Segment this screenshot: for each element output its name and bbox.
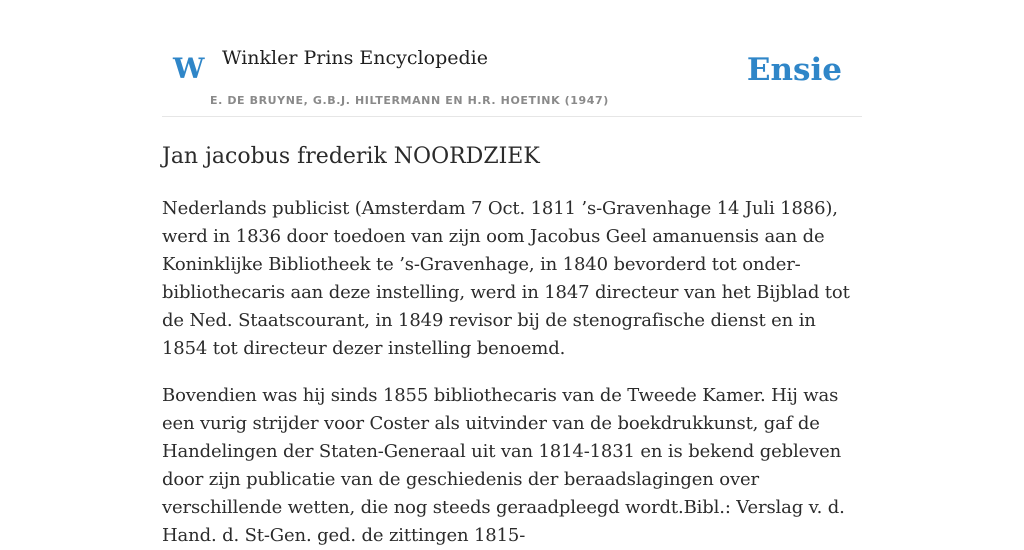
book-title[interactable]: Winkler Prins Encyclopedie	[222, 47, 488, 69]
article-paragraph-1: Nederlands publicist (Amsterdam 7 Oct. 1811 ’s-Gravenhage 14 Juli 1886), werd in 1836 door toedoen van zijn oom Jacobus Geel amanuensis aan de Koninklijke Bibliotheek te ’s-Gravenhage, in 1840 bevorderd tot onder-bibliothecaris aan deze instelling, werd in 1847 directeur van het Bijblad tot de Ned. Staatscourant, in 1849 revisor bij de stenografische dienst en in 1854 tot directeur dezer instelling benoemd.	[162, 198, 850, 359]
ensie-logo[interactable]: Ensie	[746, 52, 842, 88]
article-title: Jan jacobus frederik NOORDZIEK	[162, 144, 540, 169]
article-paragraph-2: Bovendien was hij sinds 1855 bibliothecaris van de Tweede Kamer. Hij was een vurig strijder voor Coster als uitvinder van de boekdrukkunst, gaf de Handelingen der Staten-Generaal uit van 1814-1831 en is bekend gebleven door zijn publicatie van de geschiedenis der beraadslagingen over verschillende wetten, die nog steeds geraadpleegd wordt.Bibl.: Verslag v. d. Hand. d. St-Gen. ged. de zittingen 1815-	[162, 385, 845, 546]
book-logo-w[interactable]: W	[173, 52, 205, 85]
page	[162, 0, 862, 550]
book-authors: E. DE BRUYNE, G.B.J. HILTERMANN EN H.R. HOETINK (1947)	[210, 94, 609, 107]
site-header	[162, 0, 862, 117]
